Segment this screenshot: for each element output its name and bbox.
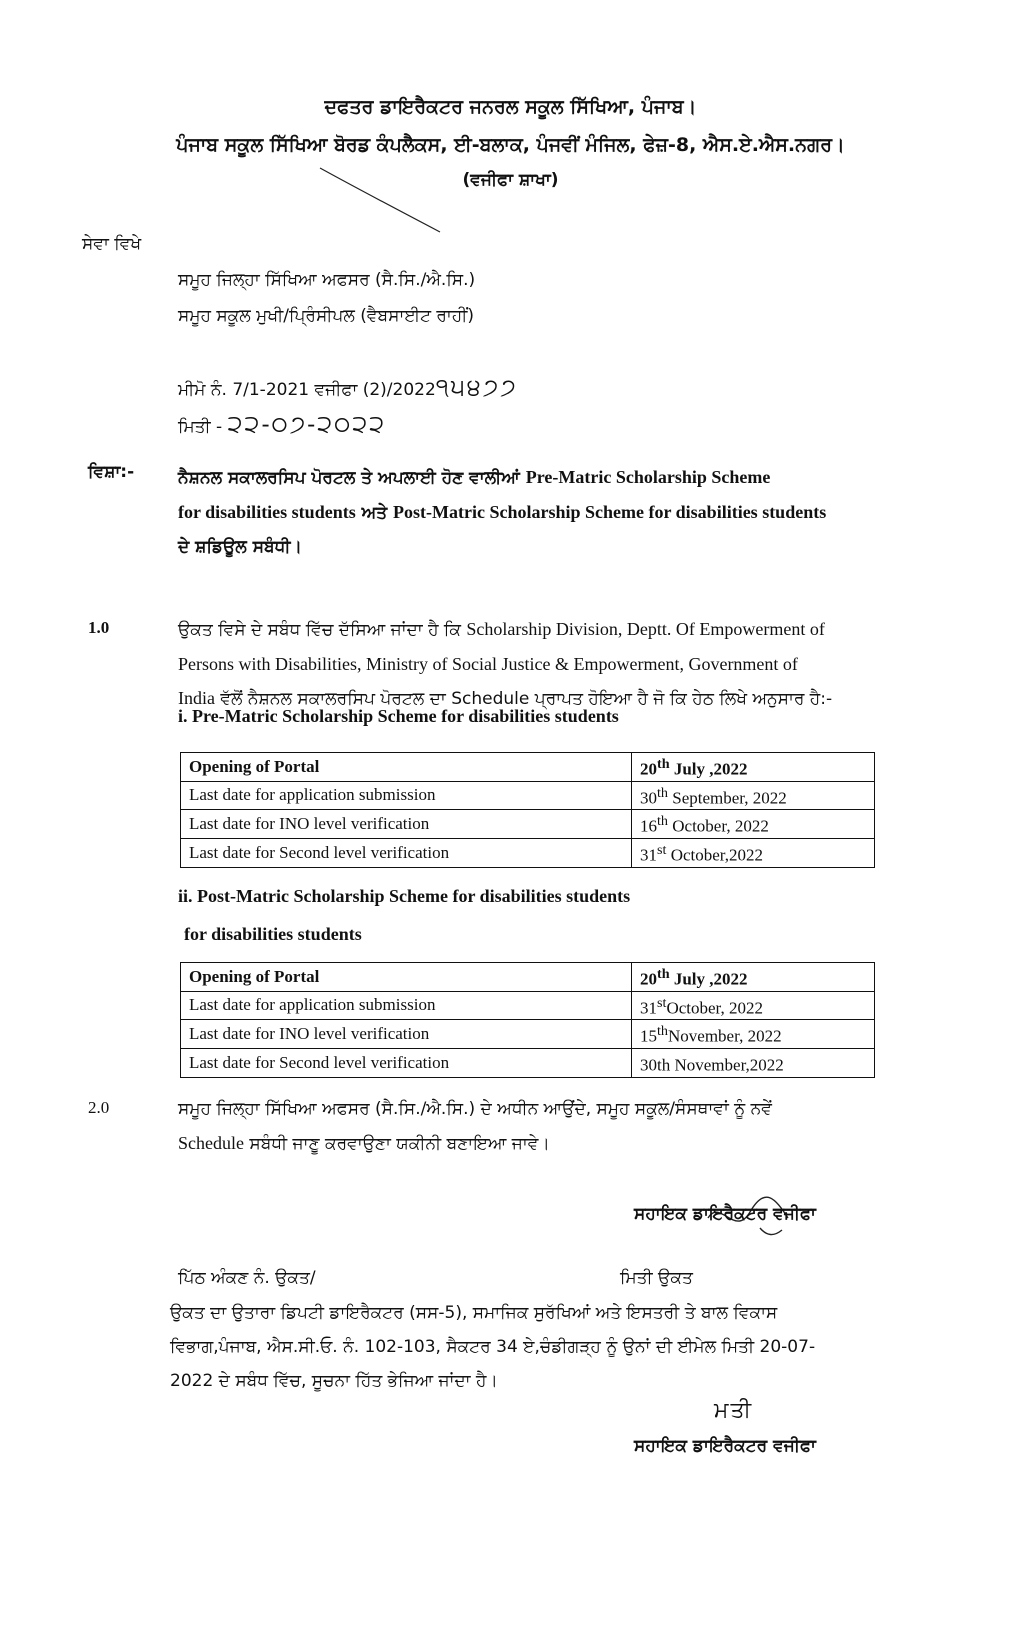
para2-line-2 (178, 1126, 878, 1161)
cell-label: Last date for Second level verification (181, 838, 632, 867)
para1-line-1-en: Scholarship Division, Deptt. Of Empowerment of (466, 619, 825, 639)
signature-1-title: ਸਹਾਇਕ ਡਾਇਰੈਕਟਰ ਵਜੀਫਾ (634, 1204, 816, 1224)
scheme2-subtitle: for disabilities students (184, 924, 362, 944)
para2-number: 2.0 (88, 1098, 110, 1117)
para1-line-3-pa1: ਵੱਲੋਂ ਨੈਸ਼ਨਲ ਸਕਾਲਰਸਿਪ ਪੋਰਟਲ ਦਾ (220, 689, 446, 709)
pen-stroke (0, 0, 1021, 260)
table-row (181, 991, 875, 1020)
para1-number: 1.0 (88, 618, 110, 637)
branch-name: (ਵਜੀਫਾ ਸ਼ਾਖਾ) (462, 170, 559, 190)
cell-label: Last date for application submission (181, 991, 632, 1020)
subject-line-1-en: Pre-Matric Scholarship Scheme (525, 467, 771, 487)
cell-date: 20th July ,2022 (632, 753, 875, 782)
subject-line-1-pa: ਨੈਸ਼ਨਲ ਸਕਾਲਰਸਿਪ ਪੋਰਟਲ ਤੇ ਅਪਲਾਈ ਹੋਣ ਵਾਲੀਆਂ (178, 468, 520, 488)
cell-date: 31st October,2022 (632, 838, 875, 867)
table-row (181, 810, 875, 839)
para2-line-2-pa: ਸਬੰਧੀ ਜਾਣੂ ਕਰਵਾਉਣਾ ਯਕੀਨੀ ਬਣਾਇਆ ਜਾਵੇ। (249, 1134, 550, 1154)
subject-line-2-en2: Post-Matric Scholarship Scheme for disabilities students (393, 502, 827, 522)
subject-text (178, 460, 868, 564)
scheme2-table (180, 962, 875, 1078)
cell-date: 15thNovember, 2022 (632, 1020, 875, 1049)
scheme1-table (180, 752, 875, 868)
cell-date: 31stOctober, 2022 (632, 991, 875, 1020)
para1-text (178, 612, 868, 716)
subject-line-2-en1: for disabilities students (178, 502, 356, 522)
table-row (181, 781, 875, 810)
para1-line-3-pa2: ਪ੍ਰਾਪਤ ਹੋਇਆ ਹੈ ਜੋ ਕਿ ਹੇਠ ਲਿਖੇ ਅਨੁਸਾਰ ਹੈ:- (534, 689, 833, 709)
para1-line-2: Persons with Disabilities, Ministry of Social Justice & Empowerment, Government of (178, 654, 798, 674)
subject-line-1 (178, 460, 868, 495)
table-row (181, 963, 875, 992)
table-row (181, 753, 875, 782)
cell-label: Last date for INO level verification (181, 810, 632, 839)
table-row (181, 1048, 875, 1077)
scheme2-title: ii. Post-Matric Scholarship Scheme for disabilities students (178, 886, 631, 906)
para2-text (178, 1092, 878, 1161)
memo-date-label: ਮਿਤੀ - (178, 417, 223, 437)
subject-line-3: ਦੇ ਸ਼ਡਿਊਲ ਸਬੰਧੀ। (178, 537, 302, 557)
endorsement-line-1: ਉਕਤ ਦਾ ਉਤਾਰਾ ਡਿਪਟੀ ਡਾਇਰੈਕਟਰ (ਸਸ-5), ਸਮਾਜਿਕ ਸੁਰੱਖਿਆਂ ਅਤੇ ਇਸਤਰੀ ਤੇ ਬਾਲ ਵਿਕਾਸ (170, 1303, 778, 1323)
to-label: ਸੇਵਾ ਵਿਖੇ (82, 234, 142, 254)
cell-label: Last date for Second level verification (181, 1048, 632, 1077)
cell-label: Last date for application submission (181, 781, 632, 810)
cell-label: Opening of Portal (181, 963, 632, 992)
endorsement-line-2: ਵਿਭਾਗ,ਪੰਜਾਬ, ਐਸ.ਸੀ.ਓ. ਨੰ. 102-103, ਸੈਕਟਰ 34 ਏ,ਚੰਡੀਗੜ੍ਹ ਨੂੰ ਉਨਾਂ ਦੀ ਈਮੇਲ ਮਿਤੀ 20-07- (170, 1337, 816, 1357)
cell-date: 20th July ,2022 (632, 963, 875, 992)
subject-line-2 (178, 495, 868, 530)
table-row (181, 838, 875, 867)
table-row (181, 1020, 875, 1049)
memo-date (178, 410, 386, 438)
endorsement-date: ਮਿਤੀ ਉਕਤ (620, 1268, 693, 1288)
subject-line-2-pa: ਅਤੇ (361, 503, 388, 523)
para2-line-1: ਸਮੂਹ ਜਿਲ੍ਹਾ ਸਿੱਖਿਆ ਅਫਸਰ (ਸੈ.ਸਿ./ਐ.ਸਿ.) ਦੇ ਅਧੀਨ ਆਉਂਦੇ, ਸਮੂਹ ਸਕੂਲ/ਸੰਸਥਾਵਾਂ ਨੂੰ ਨਵੇਂ (178, 1099, 772, 1119)
endorsement-number: ਪਿੱਠ ਅੰਕਣ ਨੰ. ਉਕਤ/ (178, 1268, 316, 1288)
endorsement-text (170, 1296, 870, 1398)
cell-label: Last date for INO level verification (181, 1020, 632, 1049)
para2-line-2-en: Schedule (178, 1133, 244, 1153)
endorsement-line-3: 2022 ਦੇ ਸਬੰਧ ਵਿੱਚ, ਸੂਚਨਾ ਹਿੱਤ ਭੇਜਿਆ ਜਾਂਦਾ ਹੈ। (170, 1371, 498, 1391)
memo-number (178, 373, 518, 401)
recipient-1: ਸਮੂਹ ਜਿਲ੍ਹਾ ਸਿੱਖਿਆ ਅਫਸਰ (ਸੈ.ਸਿ./ਐ.ਸਿ.) (178, 270, 476, 290)
para1-line-1-pa: ਉਕਤ ਵਿਸੇ ਦੇ ਸਬੰਧ ਵਿੱਚ ਦੱਸਿਆ ਜਾਂਦਾ ਹੈ ਕਿ (178, 620, 461, 640)
scheme1-title: i. Pre-Matric Scholarship Scheme for disabilities students (178, 706, 619, 726)
para1-line-3-en: India (178, 688, 215, 708)
signature-2-title: ਸਹਾਇਕ ਡਾਇਰੈਕਟਰ ਵਜੀਫਾ (634, 1436, 816, 1456)
memo-date-handwritten: ੨੨-੦੭-੨੦੨੨ (227, 410, 387, 438)
cell-date: 30th November,2022 (632, 1048, 875, 1077)
cell-date: 30th September, 2022 (632, 781, 875, 810)
office-title: ਦਫਤਰ ਡਾਇਰੈਕਟਰ ਜਨਰਲ ਸਕੂਲ ਸਿੱਖਿਆ, ਪੰਜਾਬ। (324, 96, 697, 118)
signature-2-handwritten: ਮਤੀ (714, 1398, 754, 1423)
para1-line-1 (178, 612, 868, 647)
subject-label: ਵਿਸ਼ਾ:- (88, 462, 135, 482)
memo-number-handwritten: ੧੫੪੭੭ (435, 373, 518, 401)
cell-label: Opening of Portal (181, 753, 632, 782)
cell-date: 16th October, 2022 (632, 810, 875, 839)
recipient-2: ਸਮੂਹ ਸਕੂਲ ਮੁਖੀ/ਪ੍ਰਿੰਸੀਪਲ (ਵੈਬਸਾਈਟ ਰਾਹੀਂ) (178, 306, 474, 326)
office-address: ਪੰਜਾਬ ਸਕੂਲ ਸਿੱਖਿਆ ਬੋਰਡ ਕੰਪਲੈਕਸ, ਈ-ਬਲਾਕ, ਪੰਜਵੀਂ ਮੰਜਿਲ, ਫੇਜ਼-8, ਐਸ.ਏ.ਐਸ.ਨਗਰ। (176, 134, 845, 156)
memo-number-label: ਮੀਮੋ ਨੰ. 7/1-2021 ਵਜੀਫਾ (2)/2022 (178, 380, 436, 400)
para1-line-3-en2: Schedule (451, 689, 530, 709)
